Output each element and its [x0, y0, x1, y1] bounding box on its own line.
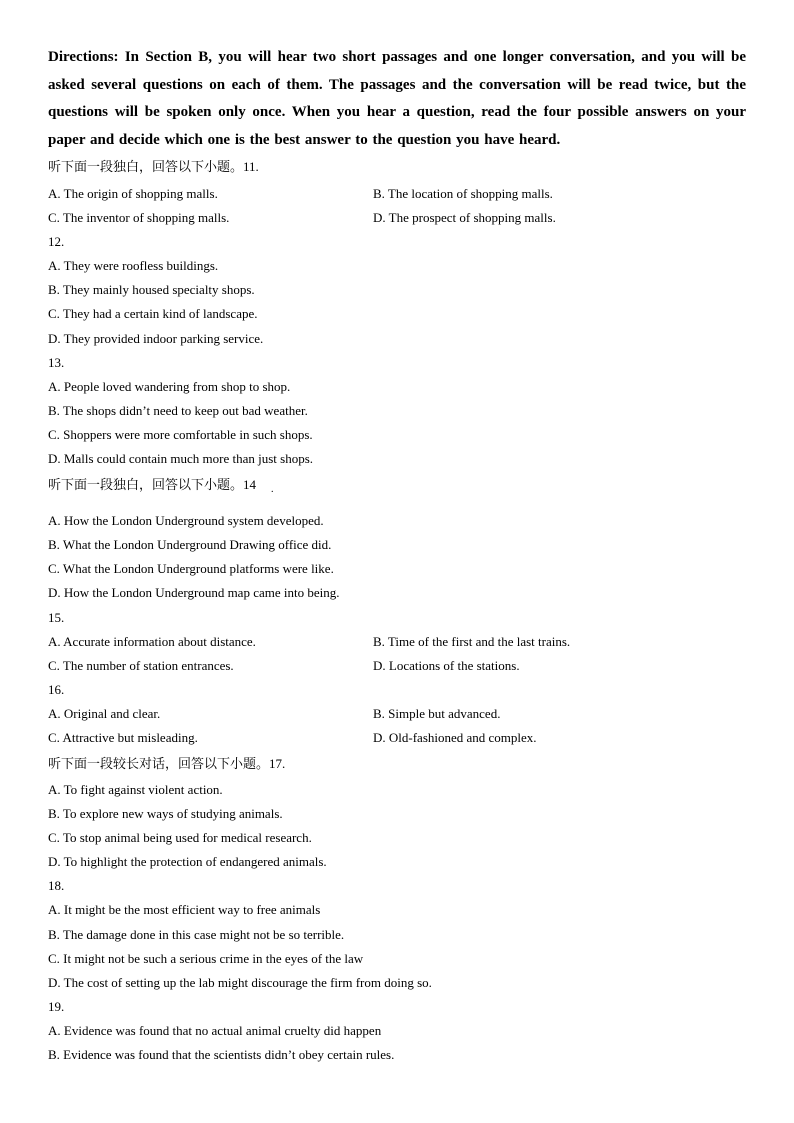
q13-option-d: D. Malls could contain much more than just shops. [48, 451, 314, 466]
q16-number: 16. [48, 682, 65, 697]
q15-number: 15. [48, 610, 65, 625]
q18-option-c: C. It might not be such a serious crime in the eyes of the law [48, 951, 364, 966]
q18-option-d: D. The cost of setting up the lab might discourage the firm from doing so. [48, 975, 432, 990]
q13-option-b: B. The shops didn’t need to keep out bad weather. [48, 403, 308, 418]
q15-option-b: B. Time of the first and the last trains. [373, 634, 571, 649]
q18-option-b: B. The damage done in this case might not be so terrible. [48, 927, 345, 942]
q13-number: 13. [48, 355, 65, 370]
q15-option-c: C. The number of station entrances. [48, 658, 234, 673]
q17-option-a: A. To fight against violent action. [48, 782, 223, 797]
q17-option-d: D. To highlight the protection of endangered animals. [48, 854, 327, 869]
q19-option-a: A. Evidence was found that no actual animal cruelty did happen [48, 1023, 382, 1038]
q14-option-b: B. What the London Underground Drawing office did. [48, 537, 332, 552]
question-number: 14 [243, 477, 257, 492]
q19-number: 19. [48, 999, 65, 1014]
q15-option-a: A. Accurate information about distance. [48, 634, 256, 649]
q16-option-c: C. Attractive but misleading. [48, 730, 198, 745]
question-number: 11. [243, 159, 259, 174]
q12-option-b: B. They mainly housed specialty shops. [48, 282, 255, 297]
q13-option-c: C. Shoppers were more comfortable in such shops. [48, 427, 313, 442]
q19-option-b: B. Evidence was found that the scientists didn’t obey certain rules. [48, 1047, 395, 1062]
q18-number: 18. [48, 878, 65, 893]
q18-option-a: A. It might be the most efficient way to free animals [48, 902, 321, 917]
section-heading-3 [48, 755, 285, 774]
q13-option-a: A. People loved wandering from shop to shop. [48, 379, 291, 394]
q11-option-b: B. The location of shopping malls. [373, 186, 553, 201]
q12-number: 12. [48, 234, 65, 249]
heading-text: 听下面一段独白，回答以下小题。 [48, 160, 244, 175]
q11-option-d: D. The prospect of shopping malls. [373, 210, 556, 225]
q17-option-c: C. To stop animal being used for medical research. [48, 830, 312, 845]
q14-option-a: A. How the London Underground system developed. [48, 513, 324, 528]
q17-option-b: B. To explore new ways of studying animals. [48, 806, 283, 821]
section-heading-2 [48, 476, 256, 495]
q12-option-c: C. They had a certain kind of landscape. [48, 306, 258, 321]
heading-text: 听下面一段独白，回答以下小题。 [48, 478, 244, 493]
q14-option-c: C. What the London Underground platforms were like. [48, 561, 334, 576]
q14-option-d: D. How the London Underground map came into being. [48, 585, 340, 600]
heading-text: 听下面一段较长对话，回答以下小题。 [48, 757, 270, 772]
q12-option-a: A. They were roofless buildings. [48, 258, 219, 273]
question-number: 17. [269, 756, 286, 771]
stray-dot-mark: . [271, 484, 274, 495]
q16-option-a: A. Original and clear. [48, 706, 161, 721]
q16-option-b: B. Simple but advanced. [373, 706, 501, 721]
section-directions: Directions: In Section B, you will hear two short passages and one longer conversation, and you will be asked several questions on each of them. The passages and the conversation will be read twice, but the questions will be spoken only once. When you hear a question, read the four possible answers on your paper and decide which one is the best answer to the question you have heard. [48, 49, 746, 148]
q11-option-a: A. The origin of shopping malls. [48, 186, 218, 201]
q11-option-c: C. The inventor of shopping malls. [48, 210, 230, 225]
q12-option-d: D. They provided indoor parking service. [48, 331, 264, 346]
q16-option-d: D. Old-fashioned and complex. [373, 730, 537, 745]
q15-option-d: D. Locations of the stations. [373, 658, 520, 673]
section-heading-1 [48, 158, 259, 177]
